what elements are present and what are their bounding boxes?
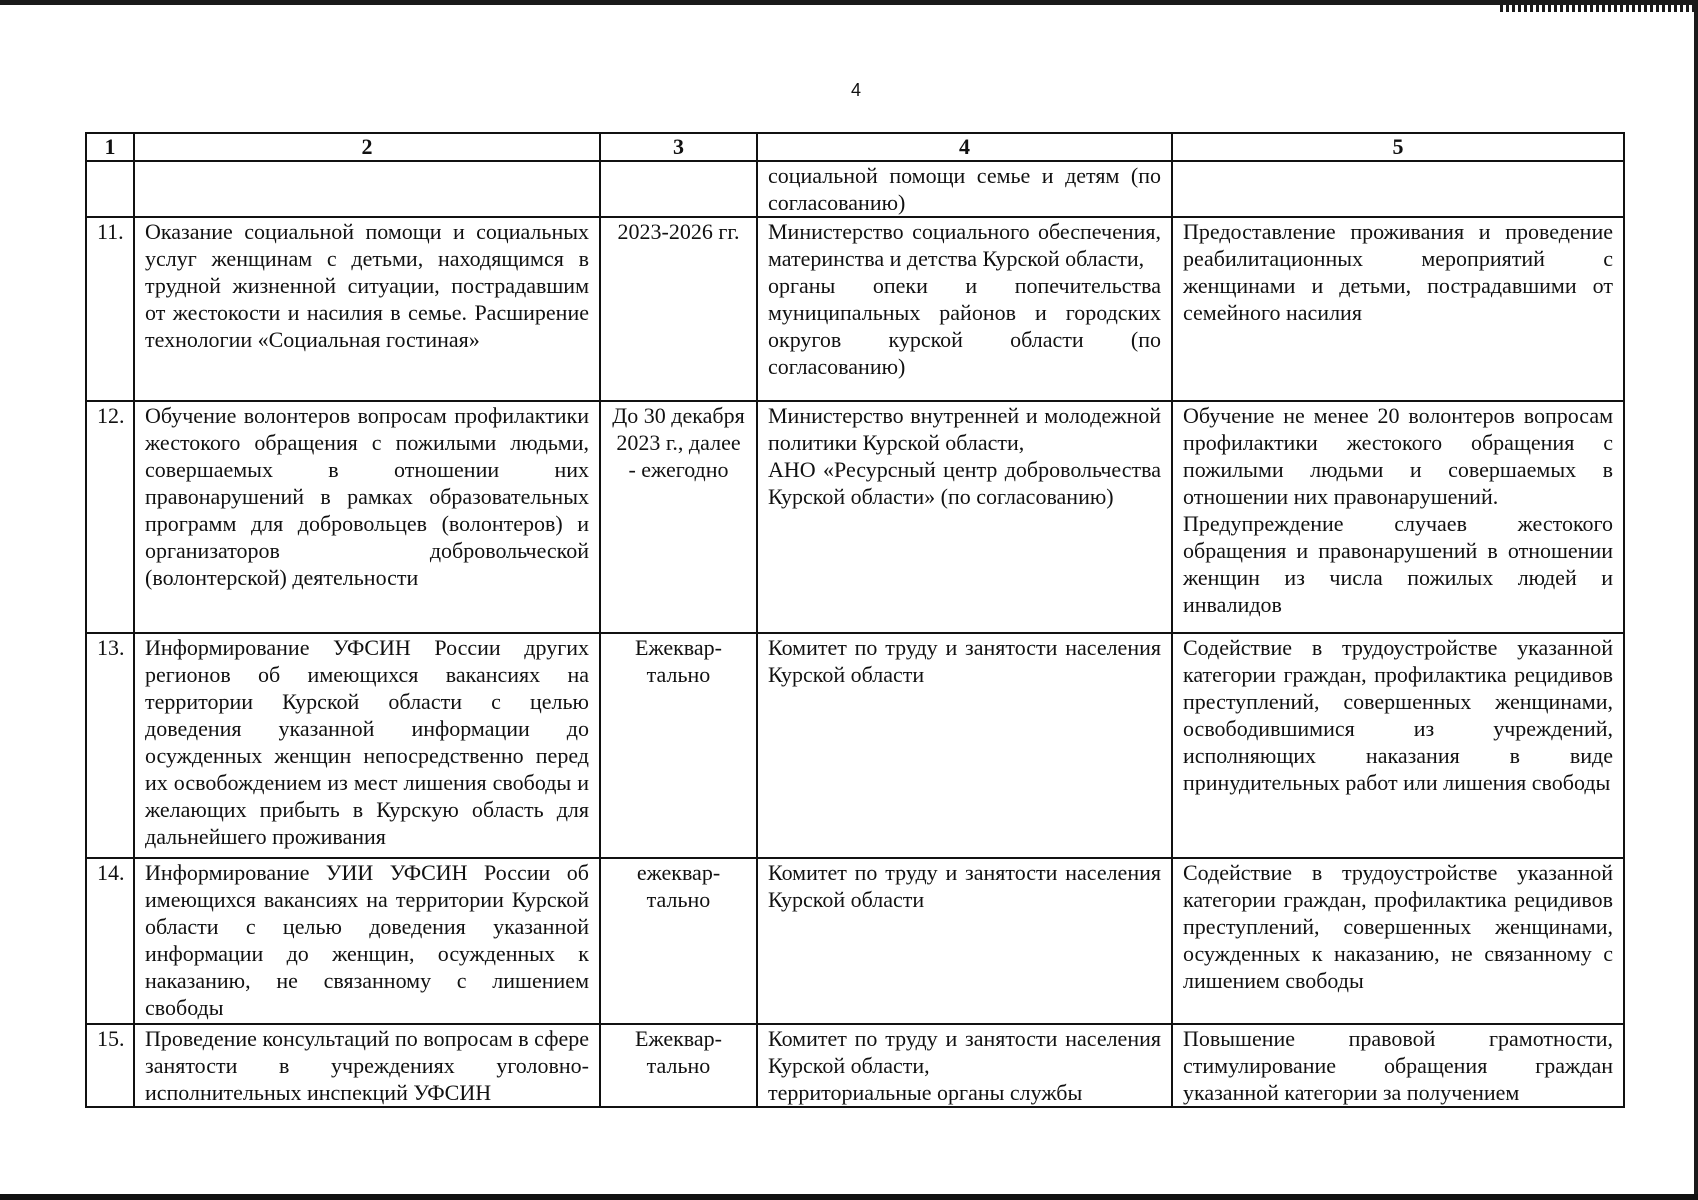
- continuation-row: [86, 161, 1624, 217]
- table-row: [86, 1024, 1624, 1107]
- table-row: [86, 217, 1624, 401]
- responsible-text-2: АНО «Ресурсный центр добровольчества Курской области» (по согласованию): [768, 457, 1161, 509]
- cell-num: [86, 161, 134, 217]
- responsible-text: Министерство социального обеспечения, материнства и детства Курской области,: [768, 219, 1161, 271]
- responsible-text: Министерство внутренней и молодежной политики Курской области,: [768, 403, 1161, 455]
- cell-term: ежеквар-тально: [600, 858, 757, 1024]
- result-text-2: Предупреждение случаев жестокого обращения и правонарушений в отношении женщин из числа пожилых людей и инвалидов: [1183, 511, 1613, 617]
- cell-num: 13.: [86, 633, 134, 858]
- responsible-text: Комитет по труду и занятости населения Курской области,: [768, 1026, 1161, 1078]
- responsible-text-2: органы опеки и попечительства муниципальных районов и городских округов курской области (по согласованию): [768, 273, 1161, 379]
- cell-result: [1172, 401, 1624, 633]
- column-number: 4: [757, 133, 1172, 161]
- cell-measure: Информирование УИИ УФСИН России об имеющихся вакансиях на территории Курской области с целью доведения указанной информации до женщин, осужденных к наказанию, не связанному с лишением свободы: [134, 858, 600, 1024]
- responsible-text-2: территориальные органы службы: [768, 1080, 1083, 1105]
- cell-result: Содействие в трудоустройстве указанной категории граждан, профилактика рецидивов преступлений, совершенных женщинами, освободившимися из учреждений, исполняющих наказания в виде принудительных работ или лишения свободы: [1172, 633, 1624, 858]
- column-number: 5: [1172, 133, 1624, 161]
- cell-measure: [134, 161, 600, 217]
- cell-result: [1172, 217, 1624, 401]
- cell-result: Повышение правовой грамотности, стимулирование обращения граждан указанной категории за получением: [1172, 1024, 1624, 1107]
- table-row: [86, 401, 1624, 633]
- result-text: Обучение не менее 20 волонтеров вопросам профилактики жестокого обращения с пожилыми людьми и совершаемых в отношении них правонарушений.: [1183, 403, 1613, 509]
- cell-num: 12.: [86, 401, 134, 633]
- cell-term: [600, 161, 757, 217]
- cell-responsible: Комитет по труду и занятости населения Курской области: [757, 633, 1172, 858]
- scan-edge-top: [0, 0, 1698, 5]
- cell-term: До 30 декабря 2023 г., далее - ежегодно: [600, 401, 757, 633]
- cell-responsible: социальной помощи семье и детям (по согласованию): [757, 161, 1172, 217]
- scan-edge-bottom: [0, 1194, 1698, 1200]
- table-row: [86, 858, 1624, 1024]
- cell-responsible: [757, 401, 1172, 633]
- cell-measure: Оказание социальной помощи и социальных услуг женщинам с детьми, находящимся в трудной жизненной ситуации, пострадавшим от жестокости и насилия в семье. Расширение технологии «Социальная гостиная»: [134, 217, 600, 401]
- column-number: 3: [600, 133, 757, 161]
- cell-responsible: Комитет по труду и занятости населения Курской области: [757, 858, 1172, 1024]
- cell-term: Ежеквар-тально: [600, 1024, 757, 1107]
- cell-responsible: [757, 1024, 1172, 1107]
- cell-measure: Информирование УФСИН России других регионов об имеющихся вакансиях на территории Курской области с целью доведения указанной информации до осужденных женщин непосредственно перед их освобождением из мест лишения свободы и желающих прибыть в Курскую область для дальнейшего проживания: [134, 633, 600, 858]
- scan-edge-noise: [1500, 5, 1698, 12]
- page-number: 4: [850, 80, 861, 100]
- cell-term: Ежеквар-тально: [600, 633, 757, 858]
- scan-edge-right: [1694, 0, 1698, 1200]
- column-number: 1: [86, 133, 134, 161]
- column-number-row: [86, 133, 1624, 161]
- cell-result: Содействие в трудоустройстве указанной категории граждан, профилактика рецидивов преступлений, совершенных женщинами, осужденных к наказанию, не связанному с лишением свободы: [1172, 858, 1624, 1024]
- table-row: [86, 633, 1624, 858]
- cell-num: 15.: [86, 1024, 134, 1107]
- cell-num: 11.: [86, 217, 134, 401]
- cell-measure: Проведение консультаций по вопросам в сфере занятости в учреждениях уголовно-исполнительных инспекций УФСИН: [134, 1024, 600, 1107]
- cell-responsible: [757, 217, 1172, 401]
- cell-term: 2023-2026 гг.: [600, 217, 757, 401]
- measures-table: [85, 132, 1625, 1108]
- cell-num: 14.: [86, 858, 134, 1024]
- cell-measure: Обучение волонтеров вопросам профилактики жестокого обращения с пожилыми людьми, совершаемых в отношении них правонарушений в рамках образовательных программ для добровольцев (волонтеров) и организаторов добровольческой (волонтерской) деятельности: [134, 401, 600, 633]
- cell-result: [1172, 161, 1624, 217]
- column-number: 2: [134, 133, 600, 161]
- result-text: Предоставление проживания и проведение реабилитационных мероприятий с женщинами и детьми, пострадавшими от семейного насилия: [1183, 219, 1613, 325]
